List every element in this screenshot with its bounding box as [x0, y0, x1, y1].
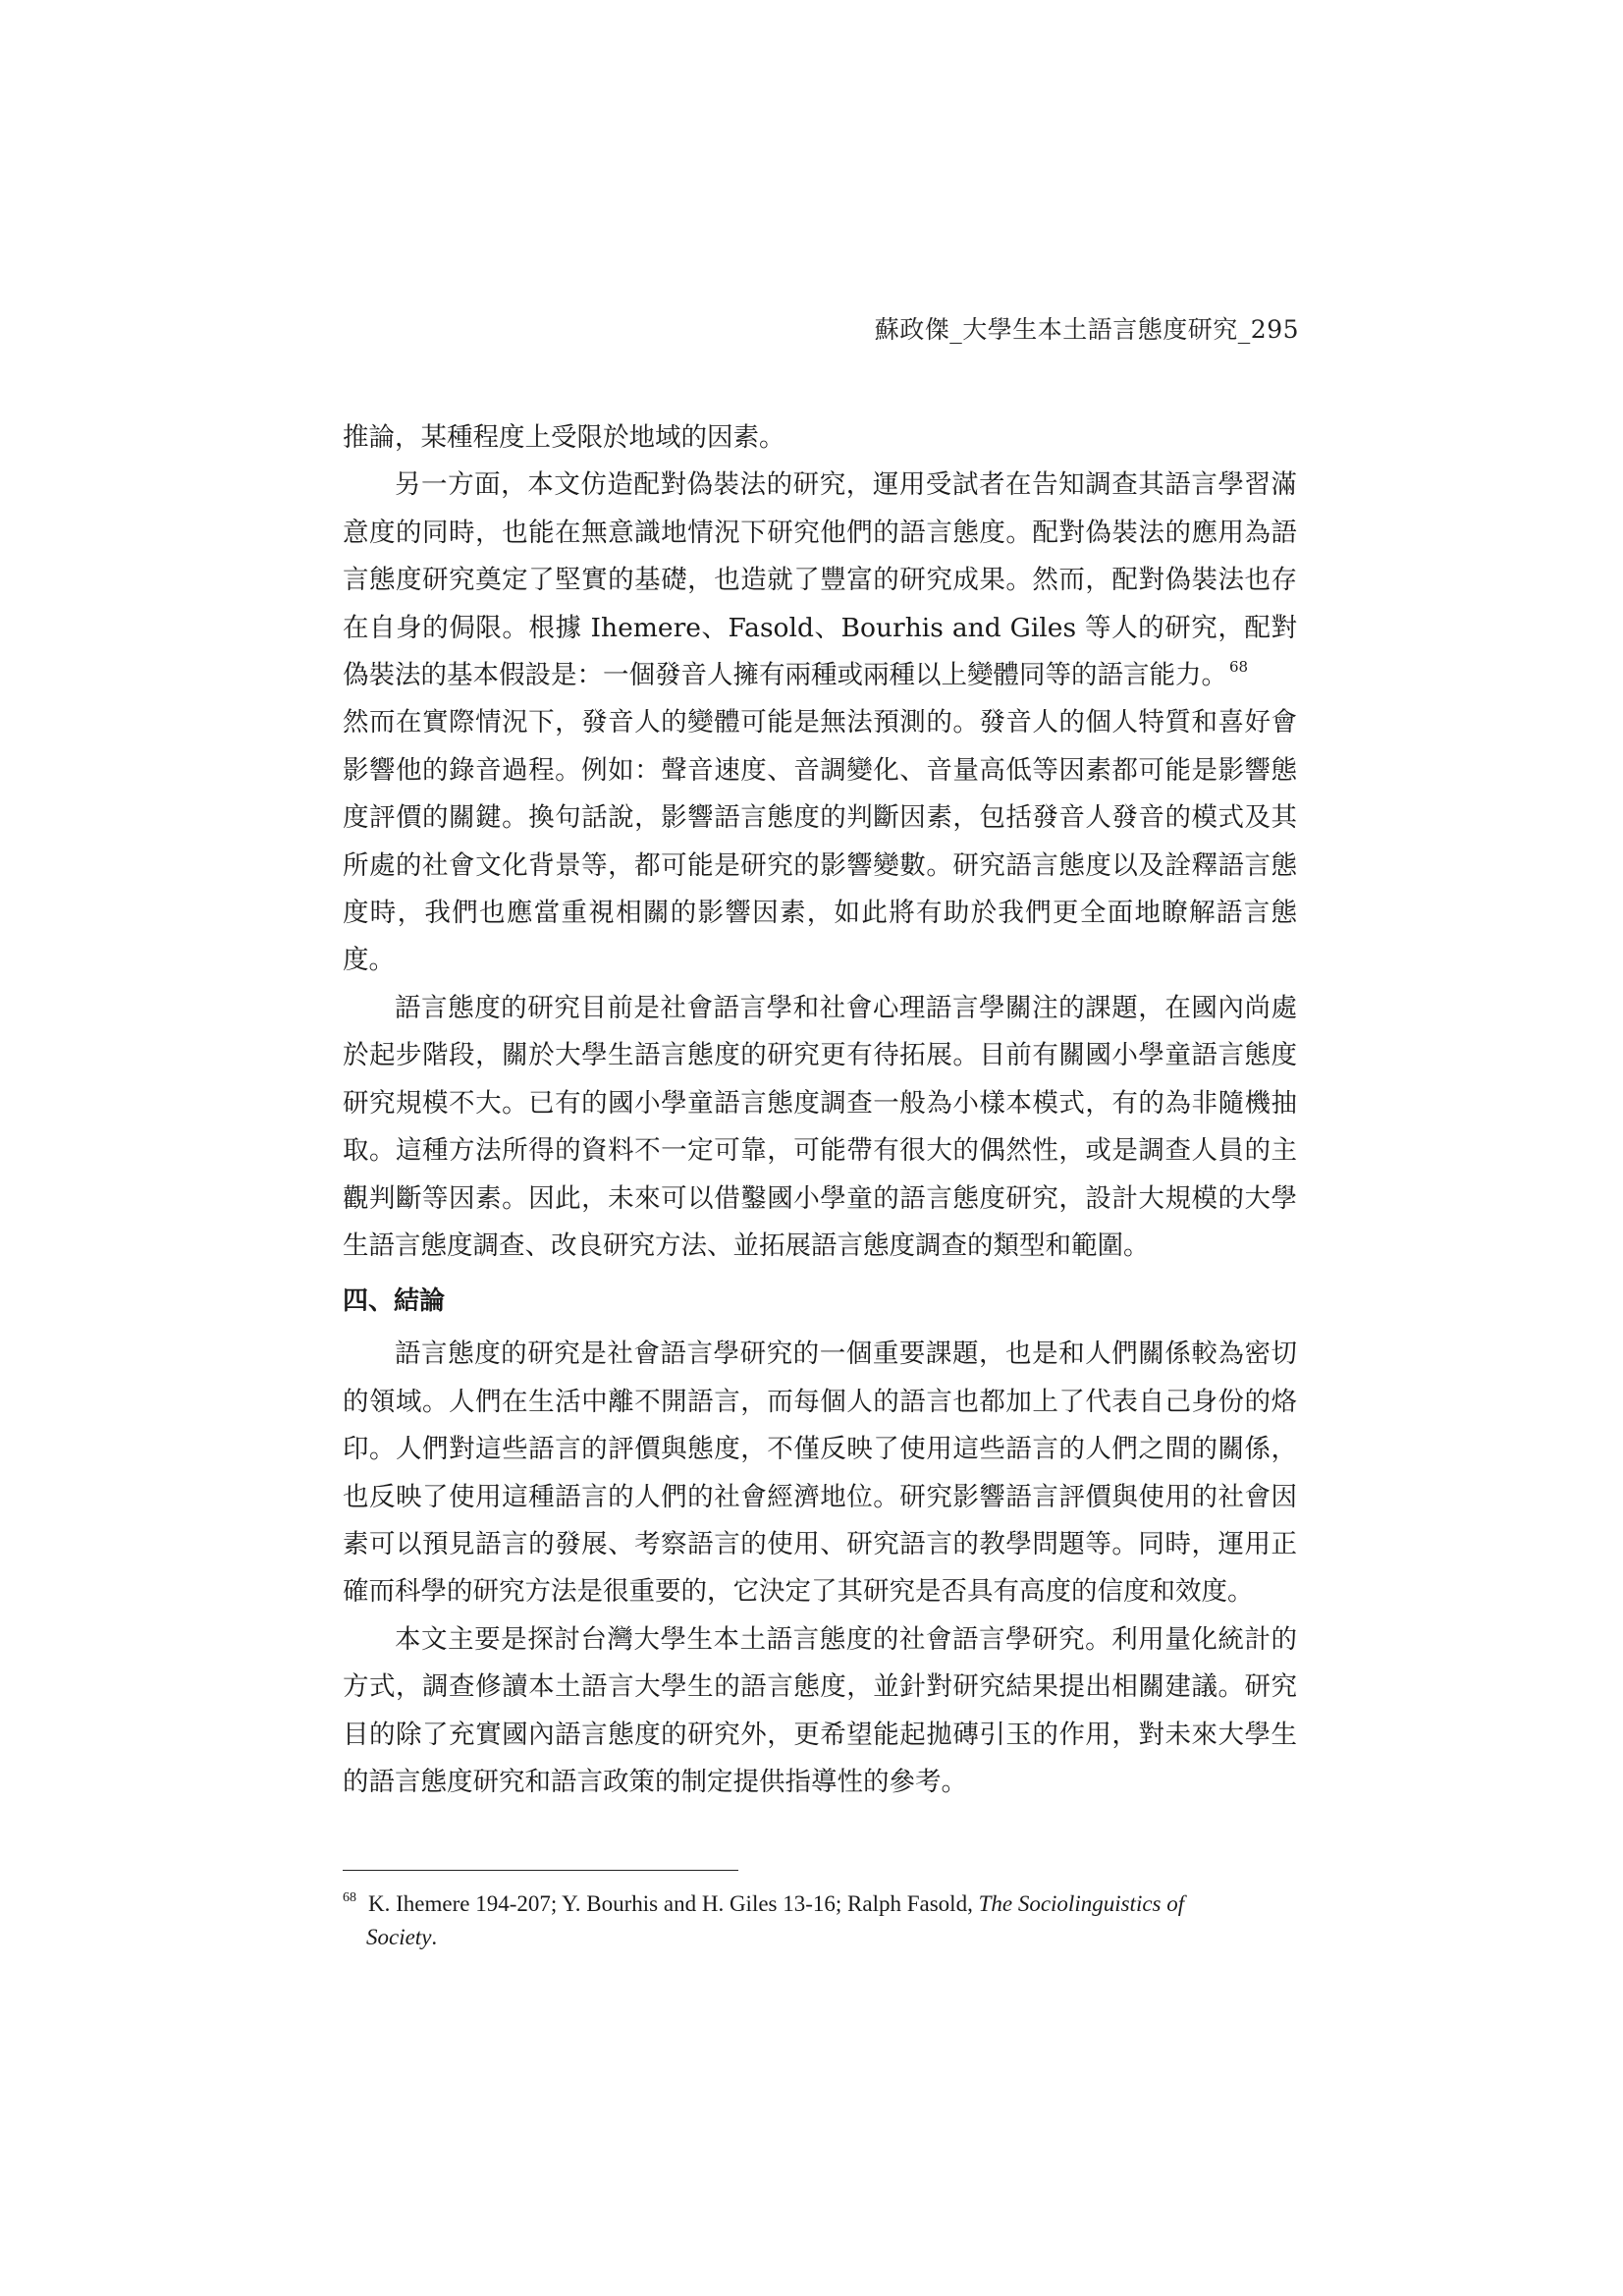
paragraph: 語言態度的研究是社會語言學研究的一個重要課題，也是和人們關係較為密切的領域。人們在生活中離不開語言，而每個人的語言也都加上了代表自己身份的烙印。人們對這些語言的評價與態度，不僅反映了使用這些語言的人們之間的關係，也反映了使用這種語言的人們的社會經濟地位。研究影響語言評價與使用的社會因素可以預見語言的發展、考察語言的使用、研究語言的教學問題等。同時，運用正確而科學的研究方法是很重要的，它決定了其研究是否具有高度的信度和效度。	[343, 1339, 1297, 1608]
paragraph: 本文主要是探討台灣大學生本土語言態度的社會語言學研究。利用量化統計的方式，調查修讀本土語言大學生的語言態度，並針對研究結果提出相關建議。研究目的除了充實國內語言態度的研究外，更希望能起拋磚引玉的作用，對未來大學生的語言態度研究和語言政策的制定提供指導性的參考。	[343, 1623, 1297, 1797]
footnote	[343, 1887, 1297, 1954]
body-text	[343, 414, 1297, 1806]
running-header: 蘇政傑_大學生本土語言態度研究_295	[874, 315, 1299, 344]
paragraph-text: 然而在實際情況下，發音人的變體可能是無法預測的。發音人的個人特質和喜好會影響他的錄音過程。例如：聲音速度、音調變化、音量高低等因素都可能是影響態度評價的關鍵。換句話說，影響語言態度的判斷因素，包括發音人發音的模式及其所處的社會文化背景等，都可能是研究的影響變數。研究語言態度以及詮釋語言態度時，我們也應當重視相關的影響因素，如此將有助於我們更全面地瞭解語言態度。	[343, 707, 1297, 976]
paragraph	[343, 462, 1297, 984]
footnote-book-title: The Sociolinguistics of	[978, 1891, 1185, 1916]
paragraph: 推論，某種程度上受限於地域的因素。	[343, 422, 785, 453]
paragraph: 語言態度的研究目前是社會語言學和社會心理語言學關注的課題，在國內尚處於起步階段，關於大學生語言態度的研究更有待拓展。目前有關國小學童語言態度研究規模不大。已有的國小學童語言態度調查一般為小樣本模式，有的為非隨機抽取。這種方法所得的資料不一定可靠，可能帶有很大的偶然性，或是調查人員的主觀判斷等因素。因此，未來可以借鑿國小學童的語言態度研究，設計大規模的大學生語言態度調查、改良研究方法、並拓展語言態度調查的類型和範圍。	[343, 992, 1297, 1261]
footnote-divider	[343, 1870, 738, 1871]
footnote-number: 68	[343, 1890, 356, 1905]
footnote-end: .	[431, 1925, 438, 1949]
paragraph-text: 另一方面，本文仿造配對偽裝法的研究，運用受試者在告知調查其語言學習滿意度的同時，也能在無意識地情況下研究他們的語言態度。配對偽裝法的應用為語言態度研究奠定了堅實的基礎，也造就了豐富的研究成果。然而，配對偽裝法也存在自身的侷限。根據 Ihemere、Fasold、Bourhis and Giles 等人的研究，配對偽裝法的基本假設是：一個發音人擁有兩種或兩種以上變體同等的語言能力。	[343, 469, 1297, 691]
section-heading: 四、結論	[343, 1286, 446, 1317]
footnote-reference[interactable]: 68	[1229, 658, 1249, 677]
footnote-book-title-cont: Society	[366, 1925, 432, 1949]
footnote-text: K. Ihemere 194-207; Y. Bourhis and H. Giles 13-16; Ralph Fasold,	[368, 1891, 973, 1916]
